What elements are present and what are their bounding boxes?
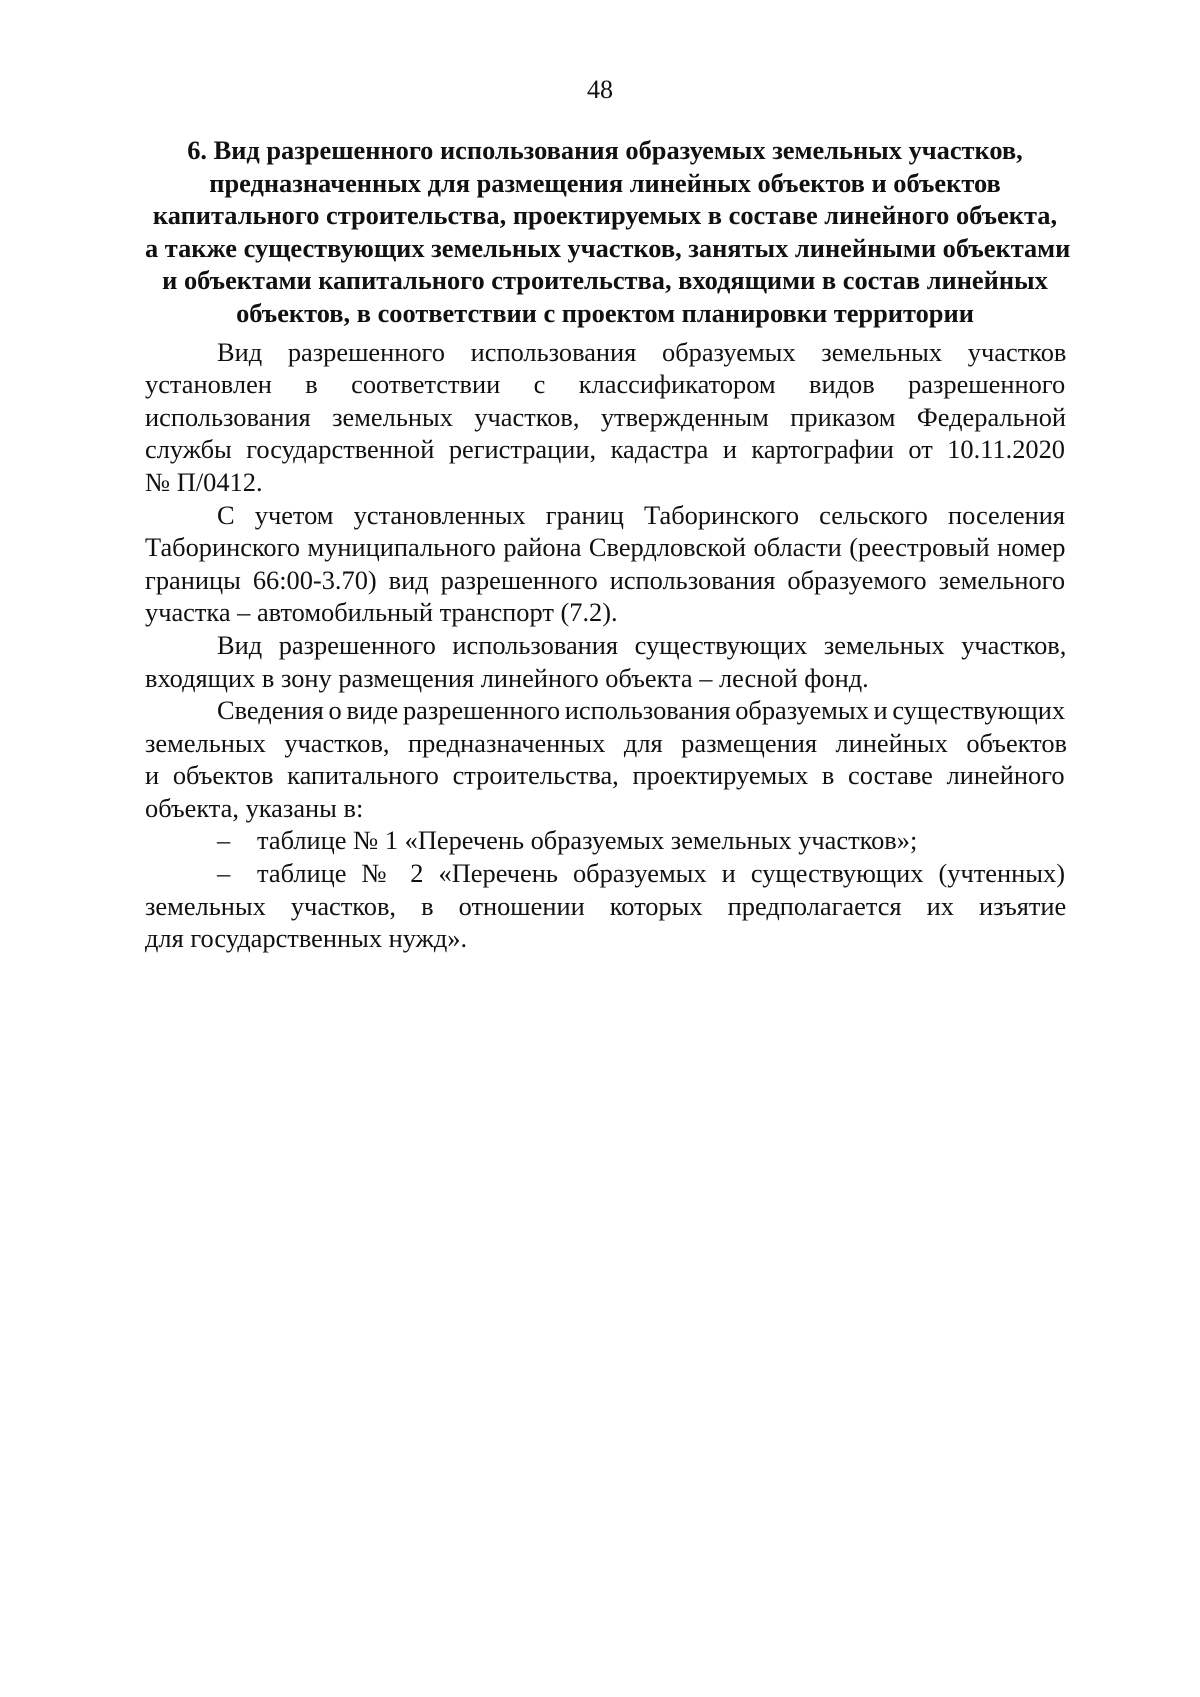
heading-line: капитального строительства, проектируемых в составе линейного объекта, [152, 200, 1058, 231]
paragraph-line: участка – автомобильный транспорт (7.2). [145, 597, 618, 628]
paragraph-line: № П/0412. [145, 466, 263, 497]
list-item-text: таблице № 1 «Перечень образуемых земельных участков»; [257, 825, 918, 856]
list-dash: – [217, 858, 231, 889]
heading-line: и объектами капитального строительства, входящими в состав линейных [162, 265, 1048, 296]
list-item-line: для государственных нужд». [145, 923, 468, 954]
heading-line: а также существующих земельных участков, занятых линейными объектами [145, 232, 1071, 263]
heading-line: предназначенных для размещения линейных объектов и объектов [209, 167, 1001, 198]
paragraph-line: службы государственной регистрации, кадастра и картографии от 10.11.2020 [145, 434, 1065, 465]
list-item-line [145, 857, 1065, 890]
paragraph-line: земельных участков, предназначенных для размещения линейных объектов [145, 727, 1067, 758]
list-item-text: таблице № 2 «Перечень образуемых и существующих (учтенных) [257, 858, 1065, 889]
list-dash: – [217, 825, 231, 856]
paragraph-line: объекта, указаны в: [145, 792, 364, 823]
paragraph-line: С учетом установленных границ Таборинского сельского поселения [217, 499, 1066, 530]
paragraph-line: границы 66:00-3.70) вид разрешенного использования образуемого земельного [145, 564, 1066, 595]
paragraph-line: и объектов капитального строительства, проектируемых в составе линейного [145, 760, 1065, 791]
paragraph-tables-reference [145, 694, 1065, 824]
paragraph-line: Вид разрешенного использования существующих земельных участков, [217, 629, 1067, 660]
heading-line: объектов, в соответствии с проектом планировки территории [236, 297, 974, 328]
paragraph-line: Сведения о виде разрешенного использования образуемых и существующих [217, 695, 1066, 726]
list-item [145, 824, 1065, 857]
paragraph-line: Вид разрешенного использования образуемых земельных участков [217, 336, 1067, 367]
paragraph-existing-plots [145, 629, 1065, 694]
list-item [145, 857, 1065, 955]
section-heading [145, 134, 1071, 330]
paragraph-line: входящих в зону размещения линейного объекта – лесной фонд. [145, 662, 869, 693]
paragraph-line: установлен в соответствии с классификатором видов разрешенного [145, 369, 1066, 400]
paragraph-boundaries [145, 499, 1065, 629]
paragraph-line: использования земельных участков, утвержденным приказом Федеральной [145, 401, 1067, 432]
paragraph-classifier [145, 336, 1065, 499]
document-body [145, 134, 1071, 955]
heading-line: 6. Вид разрешенного использования образуемых земельных участков, [187, 135, 1023, 165]
page-number: 48 [587, 75, 613, 104]
list-item-line [145, 824, 1065, 857]
paragraph-line: Таборинского муниципального района Свердловской области (реестровый номер [145, 532, 1066, 563]
list-item-line: земельных участков, в отношении которых предполагается их изъятие [145, 890, 1067, 921]
